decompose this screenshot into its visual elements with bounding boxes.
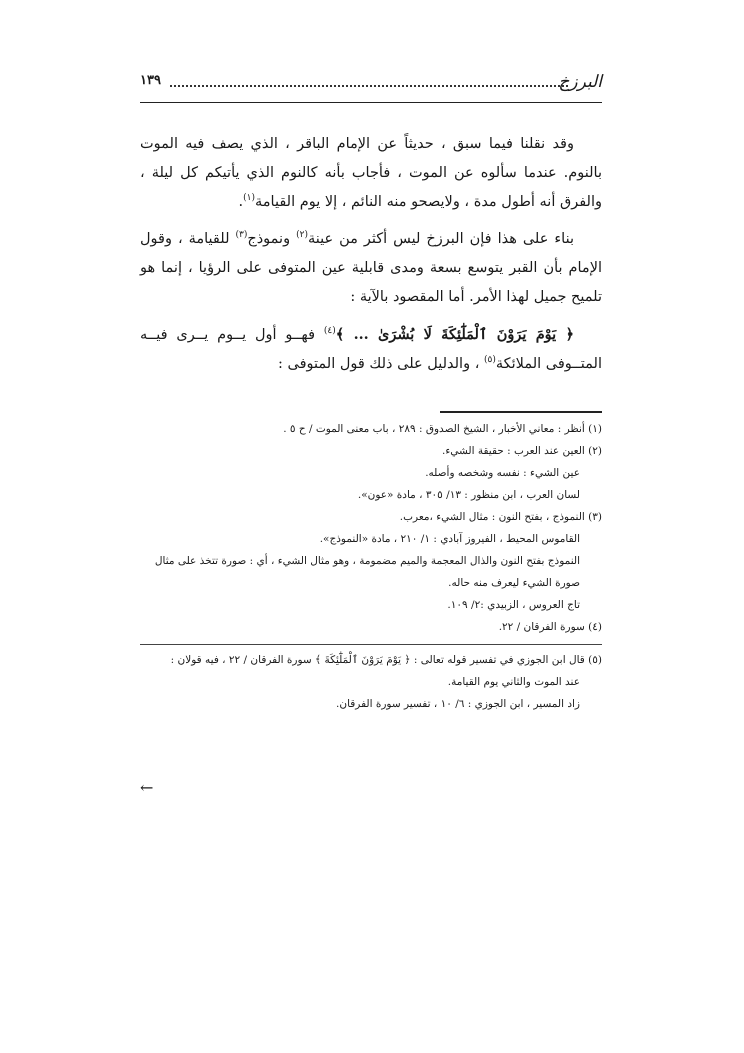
p2-line-1a: بناء على هذا فإن البرزخ ليس أكثر من عينة [307,231,575,247]
p3-line-2b: ، والدليل على ذلك قول المتوفى : [278,356,480,372]
footnote-4: (٤) سورة الفرقان / ٢٢. [498,621,602,633]
footnote-2-def: عين الشيء : نفسه وشخصه وأصله. [425,467,580,479]
footnote-2-source: لسان العرب ، ابن منظور : ١٣/ ٣٠٥ ، مادة «عون». [357,489,580,501]
p2-line-2: الإمام بأن القبر يتوسع بسعة ومدى قابلية عين المتوفى على الرؤيا ، إنما هو تلميح [140,260,602,305]
header-rule [140,102,602,103]
footnote-5-text: عند الموت والثاني يوم القيامة. [447,676,580,688]
footnote-ref-3[interactable]: (٣) [235,230,248,241]
footnote-3-def: النموذج بفتح النون والذال المعجمة والميم مضمومة ، وهو مثال الشيء ، أي : صورة تتخذ على مثال صورة الشيء ليعرف منه حاله. [154,555,580,589]
footnote-1: (١) أنظر : معاني الأخبار ، الشيخ الصدوق : ٢٨٩ ، باب معنى الموت / ح ٥ . [283,423,602,435]
footnote-5-source: زاد المسير ، ابن الجوزي : ٦/ ١٠ ، تفسير سورة الفرقان. [336,698,580,710]
footnote-ref-2[interactable]: (٢) [296,230,308,241]
book-title: البرزخ [558,72,602,92]
quran-verse: ﴿ يَوْمَ يَرَوْنَ ٱلْمَلَٰٓئِكَةَ لَا بُشْرَىٰ ... ﴾ [335,326,574,343]
p1-line-2: عندما سألوه عن الموت ، فأجاب بأنه كالنوم الذي يأتيكم كل ليلة ، والفرق أنه [140,165,602,210]
footnote-separator [440,411,602,413]
footnote-divider [140,644,602,645]
footnote-3: (٣) النموذج ، بفتح النون : مثال الشيء ،معرب. [399,511,602,523]
p3-line-2a: الملائكة [495,356,542,372]
footnote-ref-5[interactable]: (٥) [483,355,496,366]
footnote-3-source-1: القاموس المحيط ، الفيروز آبادي : ١/ ٢١٠ ، مادة «النموذج». [319,533,580,545]
paragraph-3 [140,320,602,379]
dot-leader [170,85,568,87]
paragraph-2 [140,225,602,312]
p2-line-3: جميل لهذا الأمر. أما المقصود بالآية : [350,289,567,305]
p1-line-3: أطول مدة ، ولايصحو منه النائم ، إلا يوم القيامة [255,194,535,210]
paragraph-1: وقد نقلنا فيما سبق ، حديثاً عن الإمام الباقر ، الذي يصف فيه الموت بالنوم. عندما سألوه عن الموت ، فأجاب بأنه كالنوم الذي يأتيكم كل ليلة ، والفرق أنه أطول مدة ، ولايصحو منه النائم ، إلا يوم القيامة$^{(١)}$. [140,136,602,210]
p2-line-1b: ونموذج [247,231,291,247]
p2-line-1c: للقيامة ، وقول [140,231,230,247]
p3-line-1b: فهــو أول يــوم يــرى فيــه المتــوفى [140,327,602,372]
footnote-5: (٥) قال ابن الجوزي في تفسير قوله تعالى : ﴿ يَوْمَ يَرَوْنَ ٱلْمَلَٰٓئِكَةَ ﴾ سورة الفرقان / ٢٢ ، فيه قولان : [170,654,602,666]
footnote-ref-1[interactable]: (١) [243,193,255,204]
continuation-arrow-icon: ← [140,778,154,797]
footnote-2: (٢) العين عند العرب : حقيقة الشيء. [442,445,602,457]
p1-line-1: وقد نقلنا فيما سبق ، حديثاً عن الإمام الباقر ، الذي يصف فيه الموت بالنوم. [140,136,602,181]
page-number: ١٣٩ [140,73,161,88]
running-header [140,72,602,96]
footnotes [140,418,602,715]
footnote-ref-4[interactable]: (٤) [323,326,336,337]
footnote-3-source-2: تاج العروس ، الزبيدي :٢/ ١٠٩. [447,599,580,611]
body-text [140,130,602,387]
